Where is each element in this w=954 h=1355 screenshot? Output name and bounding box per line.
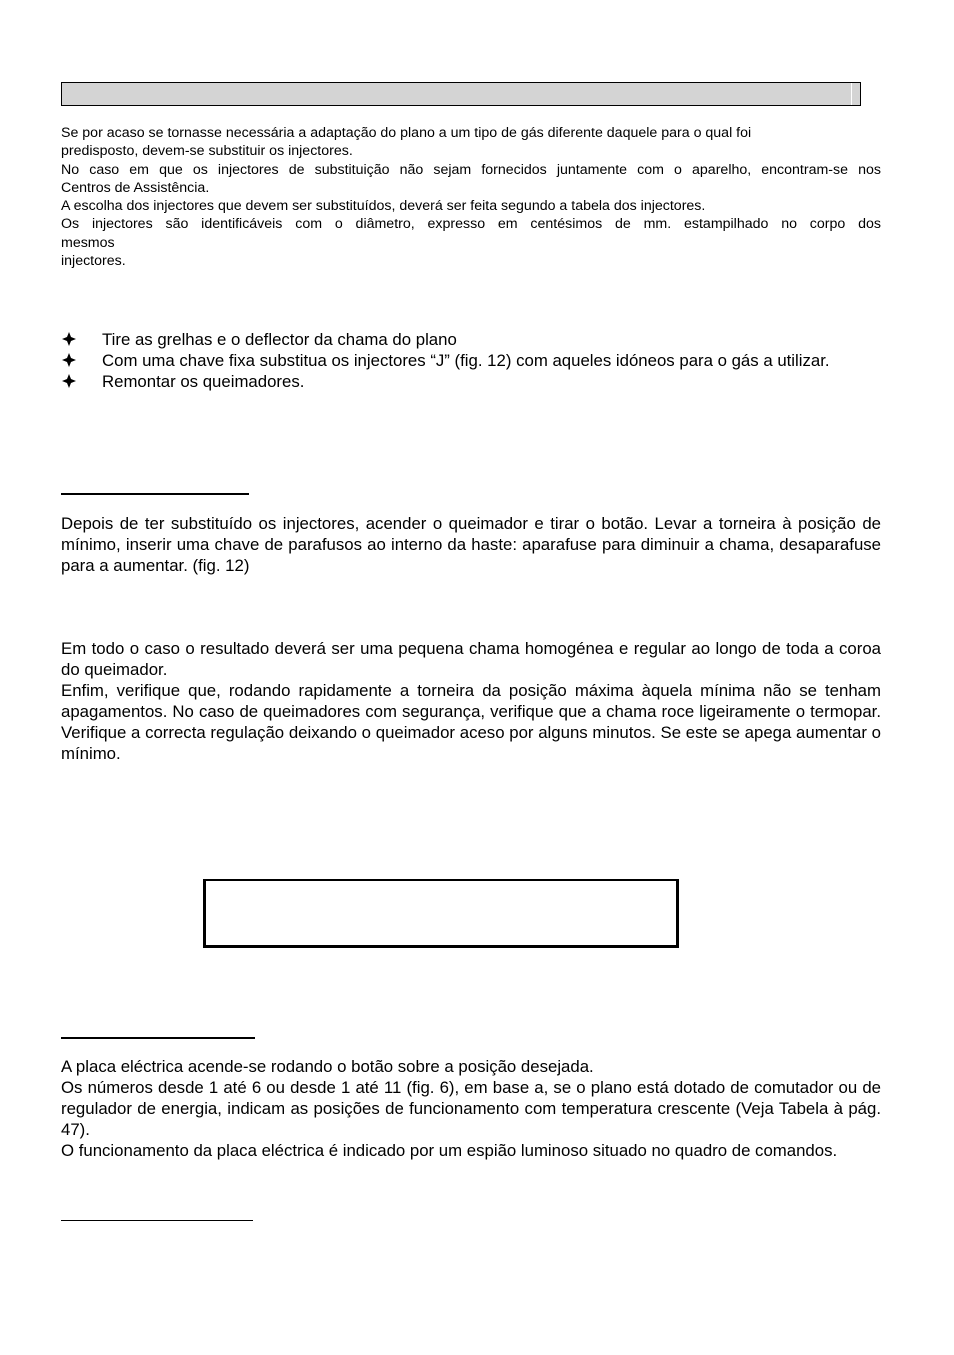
intro-line: predisposto, devem-se substituir os injectores. [61, 143, 353, 160]
list-item [61, 371, 881, 392]
step-text: Tire as grelhas e o deflector da chama do plano [102, 330, 457, 349]
four-petal-diamond-bullet-icon [62, 332, 76, 346]
adjustment-paragraph-3: Enfim, verifique que, rodando rapidamente a torneira da posição máxima àquela mínima não se tenham apagamentos. No caso de queimadores com segurança, verifique que a chama roce ligeiramente o termopar. Verifique a correcta regulação deixando o queimador aceso por alguns minutos. Se este se apega aumentar o mínimo. [61, 681, 881, 763]
adjustment-paragraph-2: Em todo o caso o resultado deverá ser uma pequena chama homogénea e regular ao longo de toda a coroa do queimador. [61, 639, 881, 679]
step-text: Com uma chave fixa substitua os injectores “J” (fig. 12) com aqueles idóneos para o gás a utilizar. [102, 351, 830, 370]
four-petal-diamond-bullet-icon [62, 353, 76, 367]
electric-plate-paragraph-2: Os números desde 1 até 6 ou desde 1 até 11 (fig. 6), em base a, se o plano está dotado de comutador ou de regulador de energia, indicam as posições de funcionamento com temperatura crescente (Veja Tabela à pág. 47). [61, 1078, 881, 1139]
intro-line: No caso em que os injectores de substituição não sejam fornecidos juntamente com o aparelho, encontram-se nos [61, 161, 881, 178]
step-text: Remontar os queimadores. [102, 372, 305, 391]
intro-line: Se por acaso se tornasse necessária a adaptação do plano a um tipo de gás diferente daquele para o qual foi [61, 125, 752, 141]
intro-line: A escolha dos injectores que devem ser substituídos, deverá ser feita segundo a tabela dos injectores. [61, 198, 706, 215]
intro-line: injectores. [61, 253, 126, 270]
section-underline [61, 1220, 253, 1221]
section-underline [61, 1037, 255, 1039]
adjustment-paragraph-1: Depois de ter substituído os injectores, acender o queimador e tirar o botão. Levar a torneira à posição de mínimo, inserir uma chave de parafusos ao interno da haste: aparafuse para diminuir a chama, desaparafuse para a aumentar. (fig. 12) [61, 514, 881, 575]
steps-list [61, 329, 881, 392]
intro-paragraph [61, 124, 881, 270]
empty-title-box [203, 879, 679, 948]
list-item [61, 350, 881, 371]
intro-line: Os injectores são identificáveis com o diâmetro, expresso em centésimos de mm. estampilhado no corpo dos [61, 216, 881, 233]
header-bar-divider [851, 83, 852, 105]
four-petal-diamond-bullet-icon [62, 374, 76, 388]
section-header-bar [61, 82, 861, 106]
electric-plate-paragraph-3: O funcionamento da placa eléctrica é indicado por um espião luminoso situado no quadro de comandos. [61, 1141, 838, 1160]
intro-line: Centros de Assistência. [61, 179, 210, 196]
list-item [61, 329, 881, 350]
electric-plate-paragraph-1: A placa eléctrica acende-se rodando o botão sobre a posição desejada. [61, 1057, 594, 1076]
section-underline [61, 493, 249, 495]
intro-line: mesmos [61, 234, 115, 251]
